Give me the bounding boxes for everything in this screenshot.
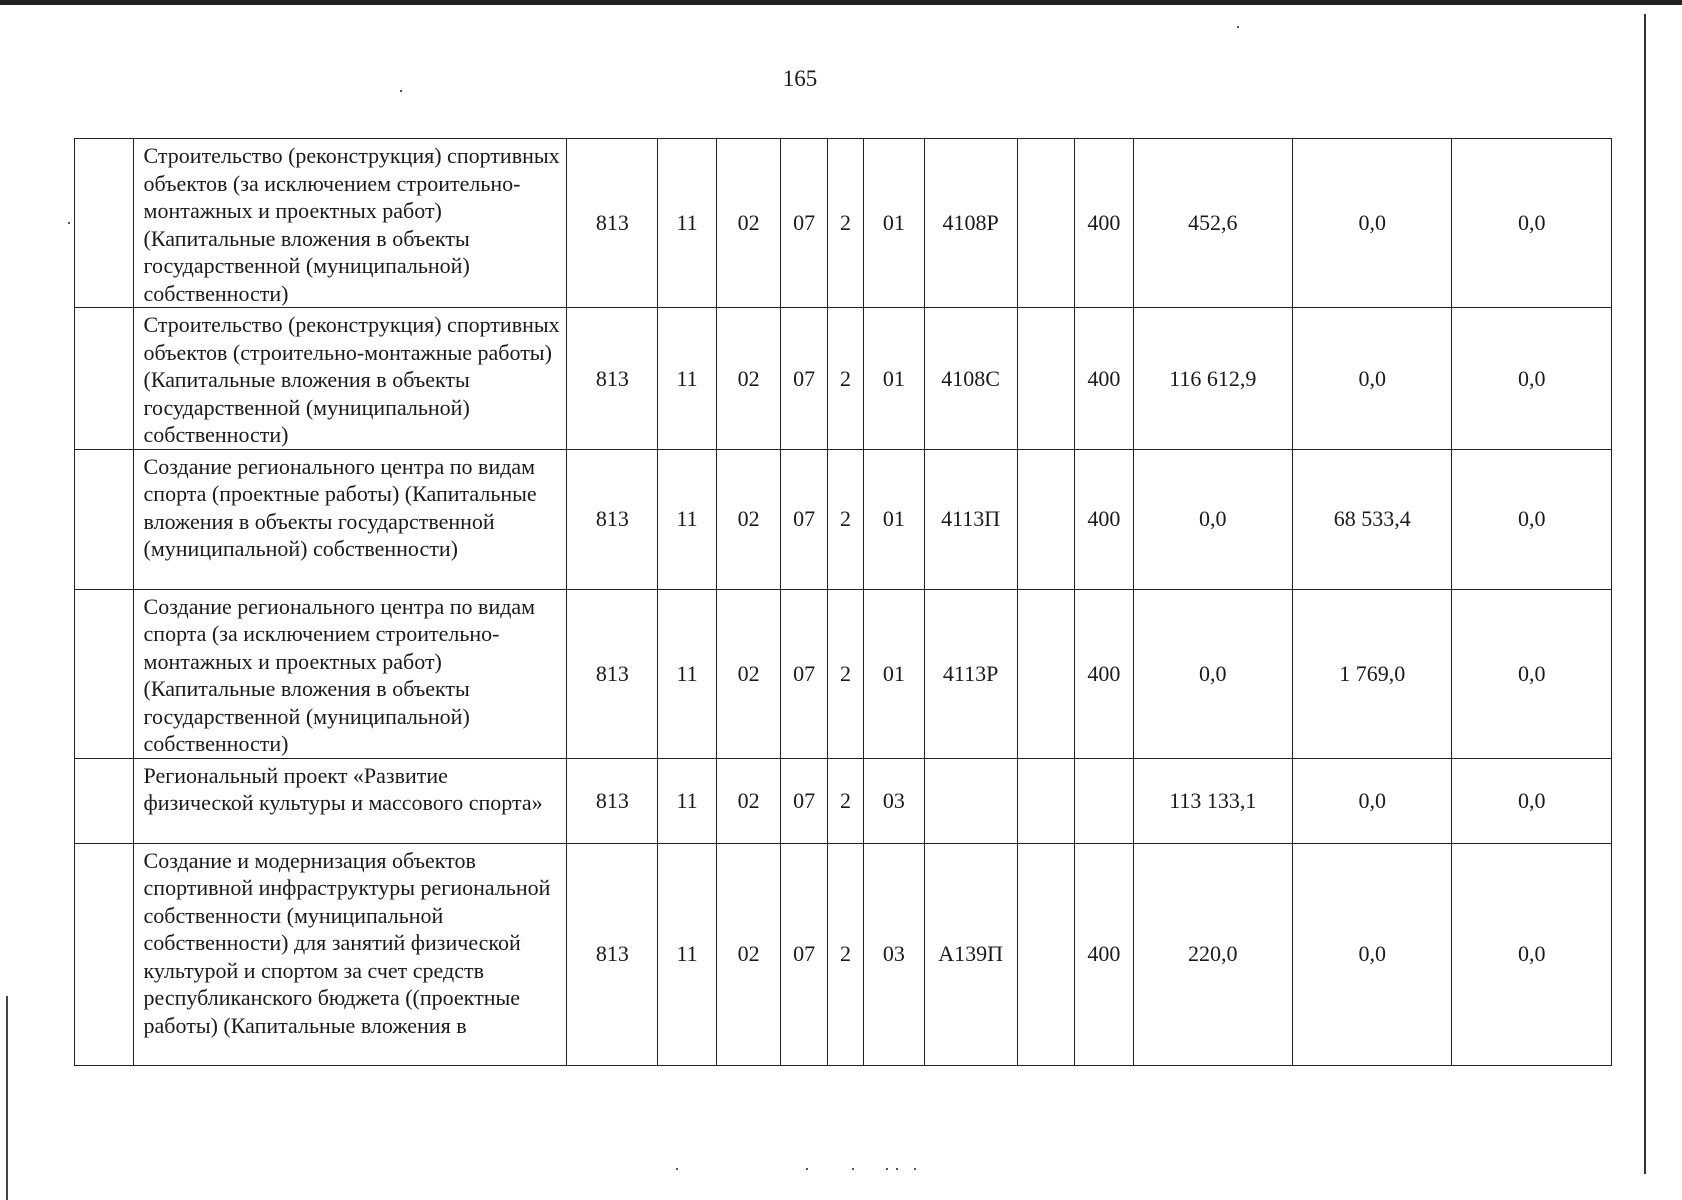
scan-speck	[896, 1168, 898, 1170]
scan-speck	[852, 1168, 854, 1170]
amount-year-2: 0,0	[1293, 139, 1452, 308]
amount-year-2: 0,0	[1293, 758, 1452, 843]
code-expense-type: 400	[1075, 308, 1134, 450]
code-subsection: 02	[716, 308, 781, 450]
amount-year-1: 220,0	[1133, 843, 1292, 1065]
code-empty	[1017, 139, 1075, 308]
code-empty	[1017, 308, 1075, 450]
amount-year-2: 68 533,4	[1293, 449, 1452, 589]
amount-year-3: 0,0	[1452, 758, 1612, 843]
code-subprogram: 2	[827, 308, 863, 450]
code-expense-type: 400	[1075, 139, 1134, 308]
code-empty	[1017, 758, 1075, 843]
code-program: 07	[781, 843, 827, 1065]
amount-year-3: 0,0	[1452, 139, 1612, 308]
code-direction	[924, 758, 1017, 843]
row-description: Создание регионального центра по видам спорта (проектные работы) (Капитальные вложения в объекты государственной (муниципальной) собственности)	[133, 449, 567, 589]
code-subsection: 02	[716, 449, 781, 589]
code-main-activity: 01	[864, 308, 925, 450]
code-ministry: 813	[567, 589, 658, 758]
table-row	[75, 139, 1612, 308]
code-main-activity: 01	[864, 449, 925, 589]
code-program: 07	[781, 758, 827, 843]
code-direction: А139П	[924, 843, 1017, 1065]
code-ministry: 813	[567, 758, 658, 843]
scan-speck	[806, 1168, 808, 1170]
row-description: Строительство (реконструкция) спортивных объектов (строительно-монтажные работы) (Капитальные вложения в объекты государственной (муниципальной) собственности)	[133, 308, 567, 450]
code-direction: 4113Р	[924, 589, 1017, 758]
row-number-cell	[75, 758, 134, 843]
table-row	[75, 758, 1612, 843]
code-ministry: 813	[567, 308, 658, 450]
scan-speck	[1237, 26, 1239, 28]
table-row	[75, 308, 1612, 450]
code-section: 11	[658, 139, 717, 308]
scan-speck	[676, 1168, 678, 1170]
table-row	[75, 843, 1612, 1065]
code-ministry: 813	[567, 843, 658, 1065]
code-section: 11	[658, 758, 717, 843]
code-main-activity: 03	[864, 843, 925, 1065]
page-number: 165	[782, 66, 818, 91]
code-main-activity: 03	[864, 758, 925, 843]
scan-speck	[68, 222, 70, 224]
code-empty	[1017, 449, 1075, 589]
code-subprogram: 2	[827, 843, 863, 1065]
row-description: Создание регионального центра по видам спорта (за исключением строительно-монтажных и проектных работ) (Капитальные вложения в объекты государственной (муниципальной) собственности)	[133, 589, 567, 758]
row-number-cell	[75, 139, 134, 308]
code-direction: 4108Р	[924, 139, 1017, 308]
amount-year-1: 116 612,9	[1133, 308, 1292, 450]
code-section: 11	[658, 589, 717, 758]
amount-year-3: 0,0	[1452, 449, 1612, 589]
scan-speck	[886, 1168, 888, 1170]
code-empty	[1017, 589, 1075, 758]
amount-year-3: 0,0	[1452, 843, 1612, 1065]
code-program: 07	[781, 449, 827, 589]
code-main-activity: 01	[864, 139, 925, 308]
code-subsection: 02	[716, 589, 781, 758]
code-expense-type: 400	[1075, 449, 1134, 589]
row-number-cell	[75, 843, 134, 1065]
row-number-cell	[75, 308, 134, 450]
amount-year-1: 0,0	[1133, 589, 1292, 758]
code-expense-type: 400	[1075, 843, 1134, 1065]
code-direction: 4113П	[924, 449, 1017, 589]
code-ministry: 813	[567, 449, 658, 589]
amount-year-3: 0,0	[1452, 589, 1612, 758]
scan-border-right	[1644, 14, 1646, 1174]
row-number-cell	[75, 449, 134, 589]
scan-border-top	[0, 0, 1682, 5]
code-subprogram: 2	[827, 139, 863, 308]
budget-table-body	[75, 139, 1612, 1066]
row-description: Создание и модернизация объектов спортивной инфраструктуры региональной собственности (муниципальной собственности) для занятий физической культурой и спортом за счет средств республиканского бюджета ((проектные работы) (Капитальные вложения в	[133, 843, 567, 1065]
table-row	[75, 449, 1612, 589]
code-section: 11	[658, 843, 717, 1065]
row-description: Строительство (реконструкция) спортивных объектов (за исключением строительно-монтажных и проектных работ) (Капитальные вложения в объекты государственной (муниципальной) собственности)	[133, 139, 567, 308]
code-subsection: 02	[716, 139, 781, 308]
code-subprogram: 2	[827, 449, 863, 589]
code-expense-type	[1075, 758, 1134, 843]
amount-year-2: 0,0	[1293, 843, 1452, 1065]
code-section: 11	[658, 449, 717, 589]
code-program: 07	[781, 139, 827, 308]
code-empty	[1017, 843, 1075, 1065]
amount-year-1: 113 133,1	[1133, 758, 1292, 843]
row-number-cell	[75, 589, 134, 758]
code-ministry: 813	[567, 139, 658, 308]
code-program: 07	[781, 589, 827, 758]
code-section: 11	[658, 308, 717, 450]
code-expense-type: 400	[1075, 589, 1134, 758]
amount-year-3: 0,0	[1452, 308, 1612, 450]
code-subsection: 02	[716, 843, 781, 1065]
scan-border-left	[6, 996, 8, 1200]
amount-year-2: 0,0	[1293, 308, 1452, 450]
scan-speck	[914, 1168, 916, 1170]
code-main-activity: 01	[864, 589, 925, 758]
amount-year-1: 0,0	[1133, 449, 1292, 589]
code-subprogram: 2	[827, 758, 863, 843]
amount-year-1: 452,6	[1133, 139, 1292, 308]
code-direction: 4108С	[924, 308, 1017, 450]
budget-table	[74, 138, 1612, 1066]
row-description: Региональный проект «Развитие физической культуры и массового спорта»	[133, 758, 567, 843]
table-row	[75, 589, 1612, 758]
code-subprogram: 2	[827, 589, 863, 758]
amount-year-2: 1 769,0	[1293, 589, 1452, 758]
code-program: 07	[781, 308, 827, 450]
code-subsection: 02	[716, 758, 781, 843]
